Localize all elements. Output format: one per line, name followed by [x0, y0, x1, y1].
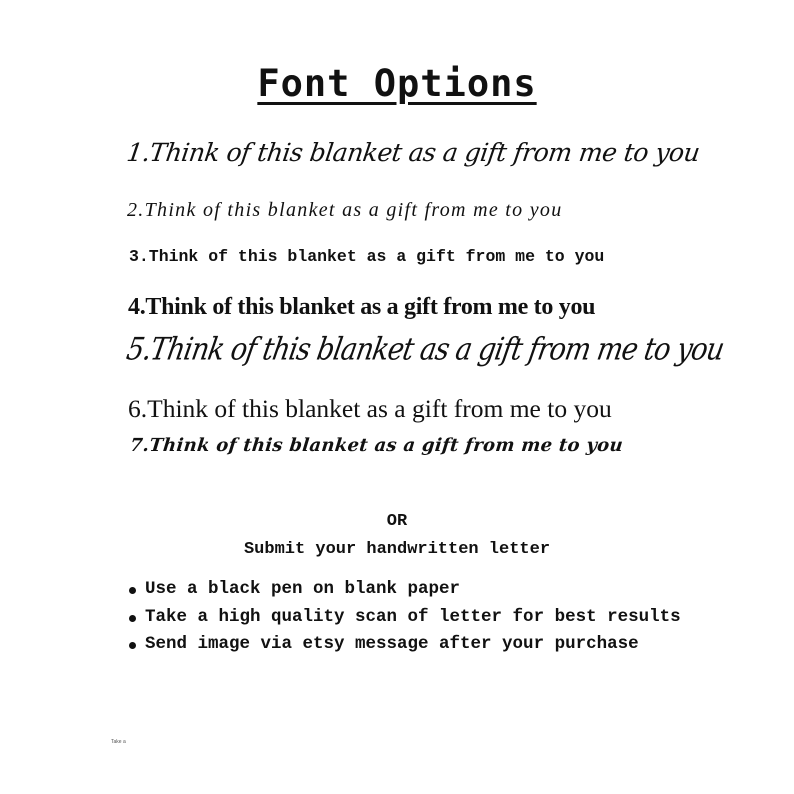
bullet-icon	[129, 587, 136, 594]
font-option-1: 1.Think of this blanket as a gift from me to you	[124, 138, 702, 167]
font-option-2: 2.Think of this blanket as a gift from me to you	[127, 199, 563, 221]
submit-handwritten-heading: Submit your handwritten letter	[243, 540, 551, 559]
instruction-text: Use a black pen on blank paper	[145, 579, 461, 599]
list-item	[129, 631, 689, 659]
font-option-4: 4.Think of this blanket as a gift from me to you	[128, 294, 596, 320]
list-item	[129, 576, 689, 604]
page-title: Font Options	[257, 62, 537, 105]
instructions-list	[129, 576, 689, 659]
bullet-icon	[129, 615, 136, 622]
font-option-5: 5.Think of this blanket as a gift from me to you	[123, 331, 727, 368]
font-option-3: 3.Think of this blanket as a gift from me to you	[129, 247, 605, 266]
font-option-6: 6.Think of this blanket as a gift from me to you	[128, 394, 612, 423]
footer-small-text: Take a	[111, 739, 126, 745]
font-option-7: 7.Think of this blanket as a gift from me to you	[128, 435, 625, 456]
instruction-text: Send image via etsy message after your purchase	[145, 634, 639, 654]
bullet-icon	[129, 642, 136, 649]
instruction-text: Take a high quality scan of letter for best results	[145, 606, 681, 627]
list-item	[129, 604, 689, 632]
or-separator: OR	[386, 512, 408, 531]
